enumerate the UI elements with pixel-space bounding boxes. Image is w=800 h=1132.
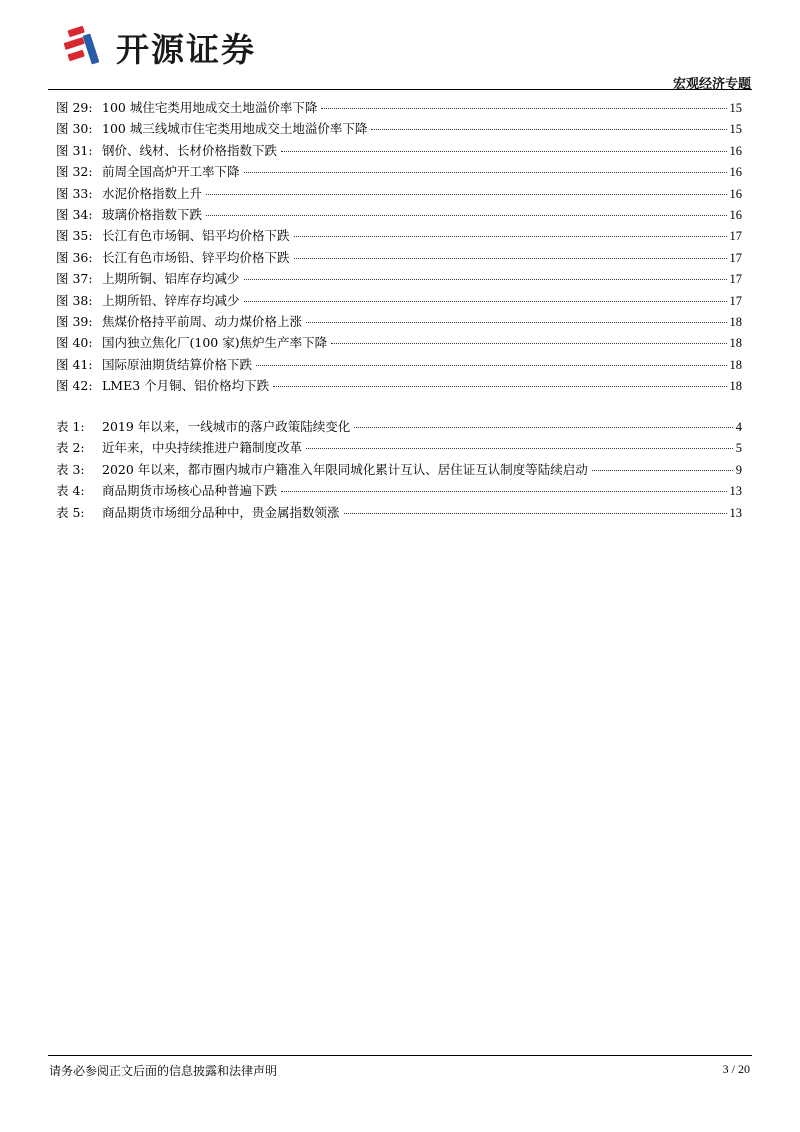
page-number: 3 / 20 bbox=[722, 1062, 750, 1076]
toc-entry[interactable] bbox=[56, 141, 742, 162]
toc-entry-page: 18 bbox=[729, 336, 742, 351]
toc-entry-page: 4 bbox=[735, 420, 742, 434]
toc-entry[interactable] bbox=[56, 248, 742, 269]
toc-entry-label: 图 39: bbox=[56, 313, 93, 329]
toc-entry-label: 图 33: bbox=[56, 185, 93, 201]
toc-leader-dots bbox=[244, 279, 727, 280]
report-type-label: 宏观经济专题 bbox=[672, 77, 751, 92]
toc-entry-label: 图 38: bbox=[56, 292, 93, 308]
toc-entry-page: 18 bbox=[729, 379, 742, 394]
toc-entry[interactable] bbox=[56, 355, 742, 376]
toc-entry-page: 16 bbox=[729, 186, 742, 201]
toc-entry[interactable] bbox=[56, 481, 742, 502]
toc-entry[interactable] bbox=[56, 184, 742, 205]
toc-entry[interactable] bbox=[56, 438, 742, 459]
toc-entry-label: 图 31: bbox=[56, 142, 93, 158]
toc-entry-label: 图 32: bbox=[56, 164, 93, 180]
toc-leader-dots bbox=[331, 343, 726, 344]
footer-disclaimer: 请务必参阅正文后面的信息披露和法律声明 bbox=[49, 1064, 278, 1078]
toc-leader-dots bbox=[344, 513, 727, 514]
toc-leader-dots bbox=[321, 108, 726, 109]
toc-leader-dots bbox=[273, 386, 726, 387]
toc-entry-page: 15 bbox=[729, 101, 742, 115]
toc-entry-label: 图 30: bbox=[56, 121, 93, 137]
toc-entry-title: 国际原油期货结算价格下跌 bbox=[102, 356, 253, 372]
company-logo bbox=[60, 22, 256, 72]
toc-entry-page: 17 bbox=[729, 250, 742, 265]
toc-entry-title: 2020 年以来，都市圈内城市户籍准入年限同城化累计互认、居住证互认制度等陆续启动 bbox=[102, 461, 588, 477]
toc-entry-title: 商品期货市场核心品种普遍下跌 bbox=[102, 483, 278, 499]
toc-entry[interactable] bbox=[56, 376, 742, 397]
toc-entry[interactable] bbox=[56, 333, 742, 354]
toc-entry[interactable] bbox=[56, 226, 742, 247]
toc-entry-label: 图 42: bbox=[56, 378, 93, 394]
toc-entry-title: 100 城三线城市住宅类用地成交土地溢价率下降 bbox=[102, 121, 368, 137]
toc-entry-page: 15 bbox=[729, 122, 742, 137]
toc-entry-title: LME3 个月铜、铝价格均下跌 bbox=[102, 378, 270, 394]
toc-entry-page: 18 bbox=[729, 314, 742, 329]
header-divider bbox=[48, 89, 752, 90]
toc-entry-label: 图 41: bbox=[56, 356, 93, 372]
toc-entry[interactable] bbox=[56, 119, 742, 140]
figures-toc bbox=[56, 98, 742, 397]
toc-entry-label: 表 4: bbox=[56, 483, 85, 499]
toc-entry[interactable] bbox=[56, 503, 742, 524]
toc-leader-dots bbox=[294, 258, 727, 259]
toc-leader-dots bbox=[371, 129, 726, 130]
toc-entry-page: 5 bbox=[735, 441, 742, 456]
toc-leader-dots bbox=[206, 194, 726, 195]
toc-entry-title: 2019 年以来，一线城市的落户政策陆续变化 bbox=[102, 419, 351, 434]
toc-entry-page: 18 bbox=[729, 357, 742, 372]
toc-entry[interactable] bbox=[56, 417, 742, 438]
toc-entry[interactable] bbox=[56, 312, 742, 333]
toc-entry-page: 16 bbox=[729, 165, 742, 180]
toc-entry-title: 上期所铜、铝库存均减少 bbox=[102, 271, 240, 287]
toc-leader-dots bbox=[306, 448, 733, 449]
toc-entry-title: 上期所铅、锌库存均减少 bbox=[102, 292, 240, 308]
toc-entry-page: 16 bbox=[729, 143, 742, 158]
toc-entry-page: 17 bbox=[729, 229, 742, 244]
toc-entry-label: 图 29: bbox=[56, 100, 93, 115]
toc-leader-dots bbox=[206, 215, 726, 216]
toc-entry-label: 表 5: bbox=[56, 504, 85, 520]
toc-entry-title: 玻璃价格指数下跌 bbox=[102, 206, 203, 222]
toc-entry-title: 前周全国高炉开工率下降 bbox=[102, 164, 240, 180]
toc-leader-dots bbox=[244, 172, 727, 173]
toc-leader-dots bbox=[244, 301, 727, 302]
toc-entry[interactable] bbox=[56, 205, 742, 226]
toc-entry[interactable] bbox=[56, 291, 742, 312]
toc-leader-dots bbox=[281, 151, 726, 152]
toc-entry-page: 13 bbox=[729, 505, 742, 520]
toc-entry-page: 13 bbox=[729, 484, 742, 499]
toc-entry-label: 表 1: bbox=[56, 419, 85, 434]
toc-entry-title: 近年来，中央持续推进户籍制度改革 bbox=[102, 440, 303, 456]
toc-entry-label: 图 34: bbox=[56, 206, 93, 222]
toc-entry[interactable] bbox=[56, 98, 742, 119]
toc-entry[interactable] bbox=[56, 269, 742, 290]
toc-entry-title: 长江有色市场铅、锌平均价格下跌 bbox=[102, 249, 290, 265]
toc-entry-title: 商品期货市场细分品种中，贵金属指数领涨 bbox=[102, 504, 340, 520]
toc-entry[interactable] bbox=[56, 162, 742, 183]
footer-divider bbox=[48, 1055, 752, 1056]
logo-text: 开源证券 bbox=[116, 29, 256, 69]
toc-entry-title: 长江有色市场铜、铝平均价格下跌 bbox=[102, 228, 290, 244]
toc-entry-label: 图 35: bbox=[56, 228, 93, 244]
tables-toc bbox=[56, 417, 742, 524]
toc-entry-label: 表 2: bbox=[56, 440, 85, 456]
toc-leader-dots bbox=[354, 427, 732, 428]
toc-entry-title: 国内独立焦化厂(100 家)焦炉生产率下降 bbox=[102, 335, 328, 351]
toc-entry-page: 9 bbox=[735, 462, 742, 477]
toc-entry-title: 100 城住宅类用地成交土地溢价率下降 bbox=[102, 100, 318, 115]
toc-entry-label: 图 40: bbox=[56, 335, 93, 351]
toc-leader-dots bbox=[281, 491, 726, 492]
toc-entry-page: 17 bbox=[729, 293, 742, 308]
toc-entry-title: 焦煤价格持平前周、动力煤价格上涨 bbox=[102, 313, 303, 329]
toc-entry-label: 图 36: bbox=[56, 249, 93, 265]
logo-mark-icon bbox=[60, 22, 110, 72]
toc-entry-title: 钢价、线材、长材价格指数下跌 bbox=[102, 142, 278, 158]
toc-leader-dots bbox=[592, 470, 733, 471]
toc-entry-title: 水泥价格指数上升 bbox=[102, 185, 203, 201]
toc-entry-page: 17 bbox=[729, 272, 742, 287]
toc-entry-page: 16 bbox=[729, 207, 742, 222]
toc-leader-dots bbox=[294, 236, 727, 237]
toc-entry[interactable] bbox=[56, 460, 742, 481]
toc-entry-label: 图 37: bbox=[56, 271, 93, 287]
toc-leader-dots bbox=[256, 365, 726, 366]
toc-leader-dots bbox=[306, 322, 726, 323]
toc-entry-label: 表 3: bbox=[56, 461, 85, 477]
